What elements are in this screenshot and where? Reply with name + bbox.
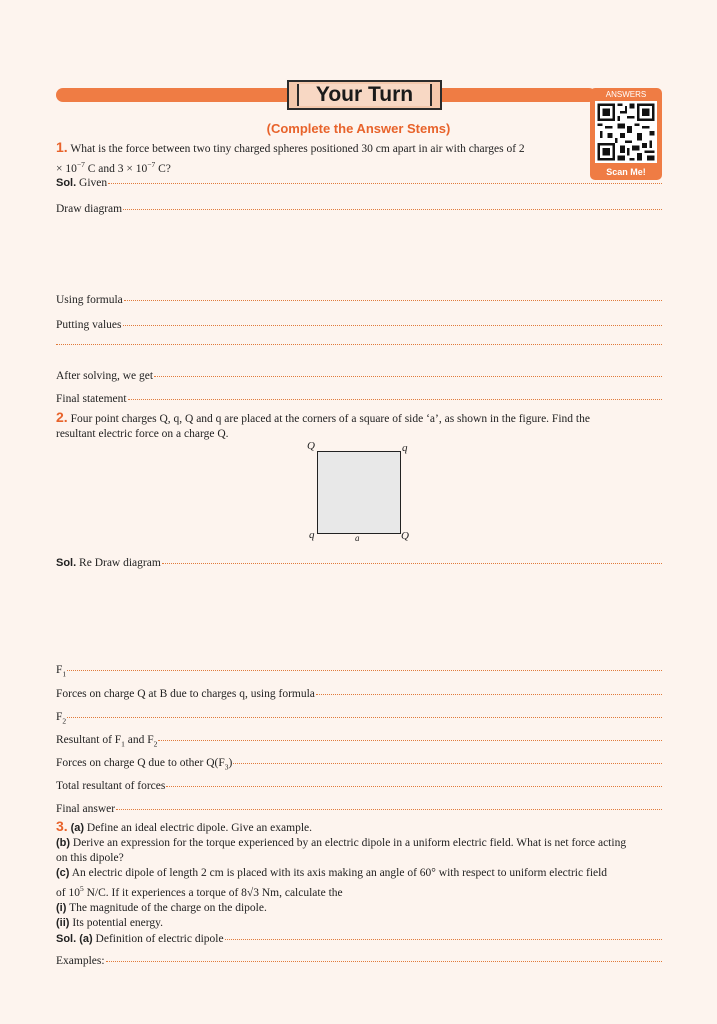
figure-label-side: a: [355, 533, 360, 543]
q3-examples-line[interactable]: [56, 955, 662, 967]
q2-res-a: Resultant of F: [56, 734, 122, 746]
question-1-text-b2: C and 3 × 10: [84, 162, 148, 175]
q2-forces-b-label: Forces on charge Q at B due to charges q, using formula: [56, 688, 315, 700]
banner-title: Your Turn: [297, 84, 432, 106]
question-1-text-a: What is the force between two tiny charged spheres positioned 30 cm apart in air with charges of 2: [70, 143, 525, 155]
q3-definition-line[interactable]: [56, 933, 662, 945]
question-1-exp2: −7: [147, 160, 156, 169]
q2-redraw-line[interactable]: [56, 557, 662, 569]
q1-final-label: Final statement: [56, 393, 127, 405]
q3-i-text: The magnitude of the charge on the dipole.: [69, 901, 267, 914]
figure-label-bottom-left: q: [309, 529, 315, 541]
qr-scan-label: Scan Me!: [606, 167, 646, 177]
question-1: [56, 140, 662, 177]
q3-examples-label: Examples:: [56, 955, 105, 967]
banner-subtitle: (Complete the Answer Stems): [266, 121, 451, 136]
question-1-number: 1.: [56, 139, 68, 155]
q1-diagram-label: Draw diagram: [56, 203, 123, 215]
q2-other-line[interactable]: [56, 757, 662, 771]
question-1-text-b3: C?: [155, 162, 171, 175]
q2-f1-line[interactable]: [56, 664, 662, 678]
q2-f2-line[interactable]: [56, 711, 662, 725]
q2-sol-label: Sol.: [56, 557, 77, 569]
question-2-text-b: resultant electric force on a charge Q.: [56, 428, 229, 440]
square-figure: [317, 451, 401, 534]
q3-ii-label: (ii): [56, 916, 70, 929]
q2-redraw-label: Re Draw diagram: [79, 557, 161, 569]
q3-c-exp: 5: [79, 884, 84, 893]
q1-solving-line[interactable]: [56, 370, 662, 382]
q2-final-line[interactable]: [56, 803, 662, 815]
question-2-number: 2.: [56, 409, 68, 425]
q3-c-label: (c): [56, 867, 70, 879]
q2-f1-label: F: [56, 664, 63, 676]
figure-label-bottom-right: Q: [401, 530, 409, 542]
q3-c-text1: An electric dipole of length 2 cm is placed with its axis making an angle of 60° with respect to uniform electric field: [71, 867, 608, 879]
q1-given-line[interactable]: [56, 177, 662, 189]
question-2: [56, 410, 662, 442]
q2-final-label: Final answer: [56, 803, 116, 815]
q2-f2-sub: 2: [62, 716, 67, 726]
q3-b-text2: on this dipole?: [56, 852, 124, 864]
q3-b-text1: Derive an expression for the torque experienced by an electric dipole in a uniform electric field. What is net force acting: [72, 837, 627, 849]
q2-other-s: 3: [224, 762, 229, 772]
q2-total-label: Total resultant of forces: [56, 780, 166, 792]
q1-formula-line[interactable]: [56, 294, 662, 306]
q1-diagram-line[interactable]: [56, 203, 662, 215]
question-3-number: 3.: [56, 818, 68, 834]
q2-res-s2: 2: [153, 739, 158, 749]
figure-label-top-left: Q: [307, 440, 315, 452]
q3-ii-text: Its potential energy.: [72, 916, 164, 929]
qr-top-label: ANSWERS: [605, 90, 647, 99]
question-1-exp1: −7: [76, 160, 85, 169]
q3-a-text: Define an ideal electric dipole. Give an example.: [86, 822, 312, 834]
q3-b-label: (b): [56, 837, 71, 849]
q3-sol-label: Sol. (a): [56, 933, 93, 945]
question-3: [56, 819, 662, 931]
q2-resultant-line[interactable]: [56, 734, 662, 748]
banner-title-box: [287, 80, 442, 110]
q3-a-label: (a): [70, 822, 85, 834]
figure-label-top-right: q: [402, 442, 408, 454]
q2-res-s1: 1: [121, 739, 125, 749]
q1-final-line[interactable]: [56, 393, 662, 405]
q2-f1-sub: 1: [62, 669, 67, 679]
question-2-text-a: Four point charges Q, q, Q and q are placed at the corners of a square of side ‘a’, as shown in the figure. Find the: [70, 413, 590, 425]
q1-solving-label: After solving, we get: [56, 370, 154, 382]
q1-values-label: Putting values: [56, 319, 122, 331]
q2-total-line[interactable]: [56, 780, 662, 792]
q3-c-text2b: N/C. If it experiences a torque of 8√3 Nm, calculate the: [83, 886, 343, 899]
q1-given-label: Given: [79, 177, 108, 189]
q1-sol-label: Sol.: [56, 177, 77, 189]
q1-values-line[interactable]: [56, 319, 662, 331]
q2-res-b: and F: [124, 734, 154, 746]
q3-c-text2a: of 10: [56, 886, 80, 899]
q2-other-b: ): [228, 757, 233, 769]
question-1-text-b1: × 10: [56, 162, 77, 175]
q2-other-a: Forces on charge Q due to other Q(F: [56, 757, 225, 769]
q3-definition-label: Definition of electric dipole: [95, 933, 224, 945]
q2-forces-b-line[interactable]: [56, 688, 662, 700]
q1-formula-label: Using formula: [56, 294, 123, 306]
q1-blank-line[interactable]: [56, 345, 662, 347]
q3-i-label: (i): [56, 901, 67, 914]
q2-f2-label: F: [56, 711, 63, 723]
